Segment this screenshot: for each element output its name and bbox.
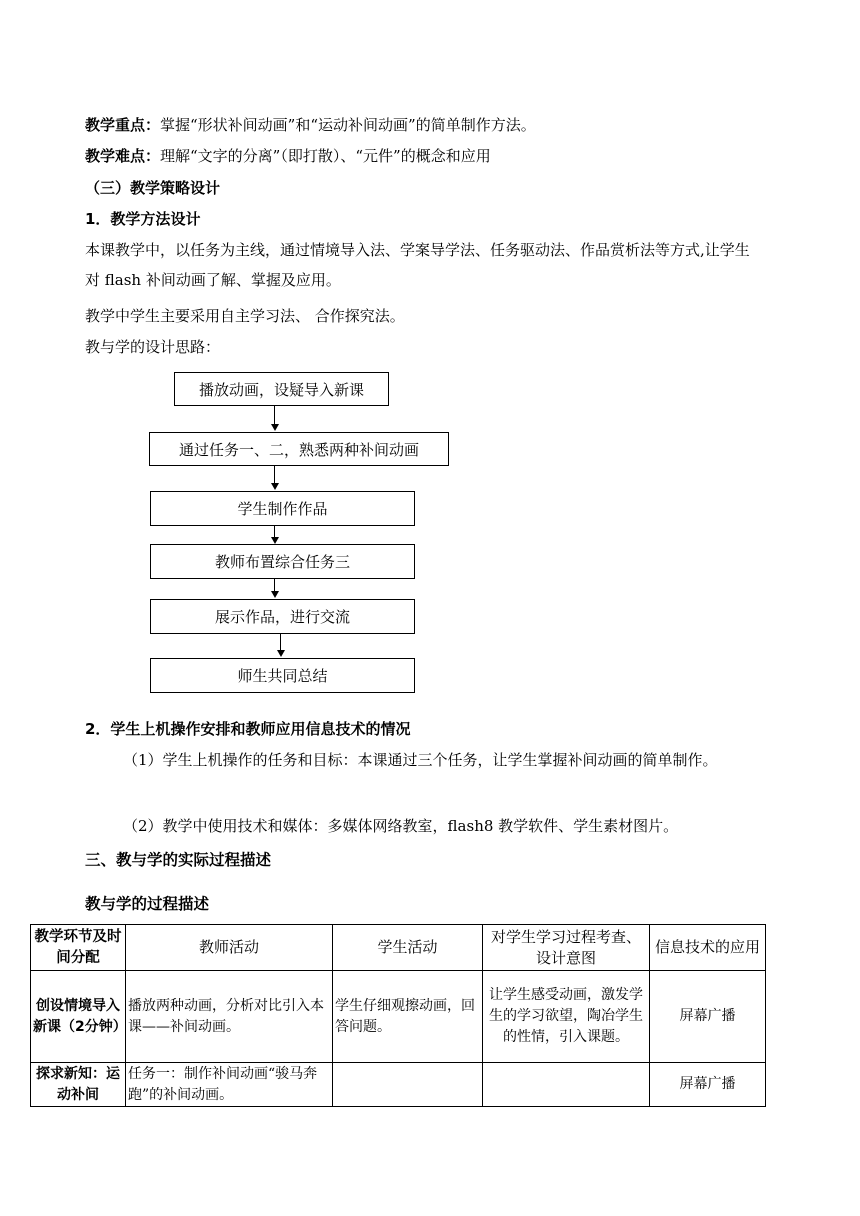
method-paragraph-2: 教学中学生主要采用自主学习法、 合作探究法。 <box>85 307 405 325</box>
difficult-points-text: 理解“文字的分离”（即打散）、“元件”的概念和应用 <box>160 147 491 165</box>
key-points-text: 掌握“形状补间动画”和“运动补间动画”的简单制作方法。 <box>160 116 536 134</box>
flow-connector <box>274 526 275 537</box>
method-paragraph-1: 本课教学中，以任务为主线，通过情境导入法、学案导学法、任务驱动法、作品赏析法等方式,让学生对 flash 补间动画了解、掌握及应用。 <box>85 241 750 289</box>
cell-it-application: 屏幕广播 <box>650 1063 766 1107</box>
cell-student-activity: 学生仔细观擦动画，回答问题。 <box>333 971 483 1063</box>
header-student-activity: 学生活动 <box>333 925 483 971</box>
table-row <box>31 971 766 1063</box>
cell-student-activity <box>333 1063 483 1107</box>
cell-assessment-intent <box>483 1063 650 1107</box>
cell-it-application: 屏幕广播 <box>650 971 766 1063</box>
flow-connector <box>274 466 275 483</box>
ops-paragraph-2: （2）教学中使用技术和媒体：多媒体网络教室，flash8 教学软件、学生素材图片。 <box>123 817 679 835</box>
flow-arrow-icon <box>271 591 279 598</box>
cell-stage: 探求新知：运动补间 <box>31 1063 126 1107</box>
flow-arrow-icon <box>271 537 279 544</box>
difficult-points-line <box>85 145 491 166</box>
header-teacher-activity: 教师活动 <box>126 925 333 971</box>
flow-connector <box>274 406 275 424</box>
flow-arrow-icon <box>271 424 279 431</box>
header-it-application: 信息技术的应用 <box>650 925 766 971</box>
header-stage: 教学环节及时间分配 <box>31 925 126 971</box>
table-row <box>31 1063 766 1107</box>
flow-arrow-icon <box>277 650 285 657</box>
process-title: 教与学的过程描述 <box>85 895 210 913</box>
flow-connector <box>274 579 275 591</box>
flow-step-5: 展示作品，进行交流 <box>150 599 415 634</box>
subsection-ops-heading: 2．学生上机操作安排和教师应用信息技术的情况 <box>85 720 411 738</box>
key-points-label: 教学重点： <box>85 116 161 134</box>
process-table <box>30 924 766 1107</box>
ops-paragraph-1: （1）学生上机操作的任务和目标：本课通过三个任务，让学生掌握补间动画的简单制作。 <box>123 751 718 769</box>
key-points-line <box>85 114 536 135</box>
table-header-row <box>31 925 766 971</box>
cell-teacher-activity: 播放两种动画，分析对比引入本课——补间动画。 <box>126 971 333 1063</box>
subsection-method-heading: 1．教学方法设计 <box>85 210 201 228</box>
header-assessment-intent: 对学生学习过程考查、设计意图 <box>483 925 650 971</box>
cell-assessment-intent: 让学生感受动画，激发学生的学习欲望，陶冶学生的性情，引入课题。 <box>483 971 650 1063</box>
flow-step-2: 通过任务一、二，熟悉两种补间动画 <box>149 432 449 466</box>
section-three-heading: 三、教与学的实际过程描述 <box>85 851 272 869</box>
section-strategy-heading: （三）教学策略设计 <box>85 179 221 197</box>
flow-step-6: 师生共同总结 <box>150 658 415 693</box>
flow-step-1: 播放动画，设疑导入新课 <box>174 372 389 406</box>
flow-arrow-icon <box>271 483 279 490</box>
difficult-points-label: 教学难点： <box>85 147 161 165</box>
flow-step-3: 学生制作作品 <box>150 491 415 526</box>
cell-teacher-activity: 任务一：制作补间动画“骏马奔跑”的补间动画。 <box>126 1063 333 1107</box>
cell-stage: 创设情境导入新课（2分钟） <box>31 971 126 1063</box>
design-intro: 教与学的设计思路： <box>85 338 221 356</box>
flow-connector <box>280 634 281 650</box>
flow-step-4: 教师布置综合任务三 <box>150 544 415 579</box>
